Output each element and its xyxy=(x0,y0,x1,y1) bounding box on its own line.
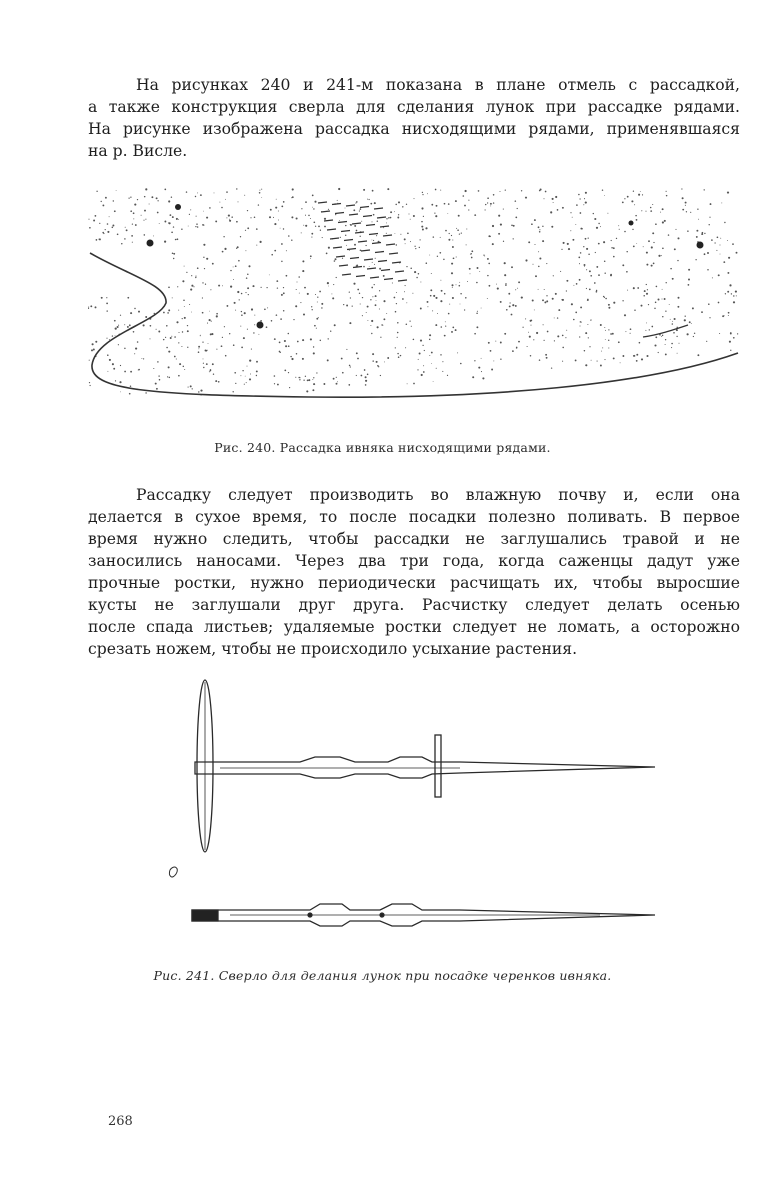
figure-241-caption: Рис. 241. Сверло для делания лунок при посадке черенков ивняка. xyxy=(153,968,612,983)
drill-rod xyxy=(192,904,655,926)
planting-mark xyxy=(629,221,634,226)
text-line: На рисунках 240 и 241-м показана в плане отмель с рассадкой, xyxy=(136,76,740,94)
text-line: прочные ростки, нужно периодически расчищать их, чтобы выросшие xyxy=(88,574,740,592)
text-line: время нужно следить, чтобы рассадки не заглушались травой и не xyxy=(88,530,740,548)
figure-240-caption: Рис. 240. Рассадка ивняка нисходящими рядами. xyxy=(214,440,551,455)
text-line: срезать ножем, чтобы не происходило усыхание растения. xyxy=(88,640,578,658)
paragraph-planting-care xyxy=(88,484,740,660)
drill-crossbar xyxy=(435,735,441,797)
stipple-texture xyxy=(88,188,738,396)
planting-rows xyxy=(318,202,407,281)
planting-mark xyxy=(257,322,264,329)
text-line: Рассадку следует производить во влажную почву и, если она xyxy=(136,486,740,504)
figure-241-drill-illustration xyxy=(160,678,670,938)
planting-mark xyxy=(697,242,704,249)
text-line: На рисунке изображена рассадка нисходящими рядами, применявшаяся xyxy=(88,120,740,138)
paragraph-intro xyxy=(88,74,740,162)
text-line: делается в сухое время, то после посадки полезно поливать. В первое xyxy=(88,508,740,526)
text-line: заносились наносами. Через два три года, когда саженцы дадут уже xyxy=(88,552,740,570)
drill-assembled xyxy=(169,680,655,877)
drill-shaft xyxy=(195,757,655,778)
text-line: на р. Висле. xyxy=(88,142,188,160)
stream-mark xyxy=(643,325,688,337)
planting-mark xyxy=(175,204,181,210)
text-line: а также конструкция сверла для сделания лунок при рассадке рядами. xyxy=(88,98,740,116)
figure-240-planting-illustration xyxy=(88,185,743,410)
planting-mark xyxy=(147,240,154,247)
text-line: после спада листьев; удаляемые ростки следует не ломать, а осторожно xyxy=(88,618,740,636)
text-line: кусты не заглушали друг друга. Расчистку следует делать осенью xyxy=(88,596,740,614)
page-number: 268 xyxy=(108,1114,133,1129)
